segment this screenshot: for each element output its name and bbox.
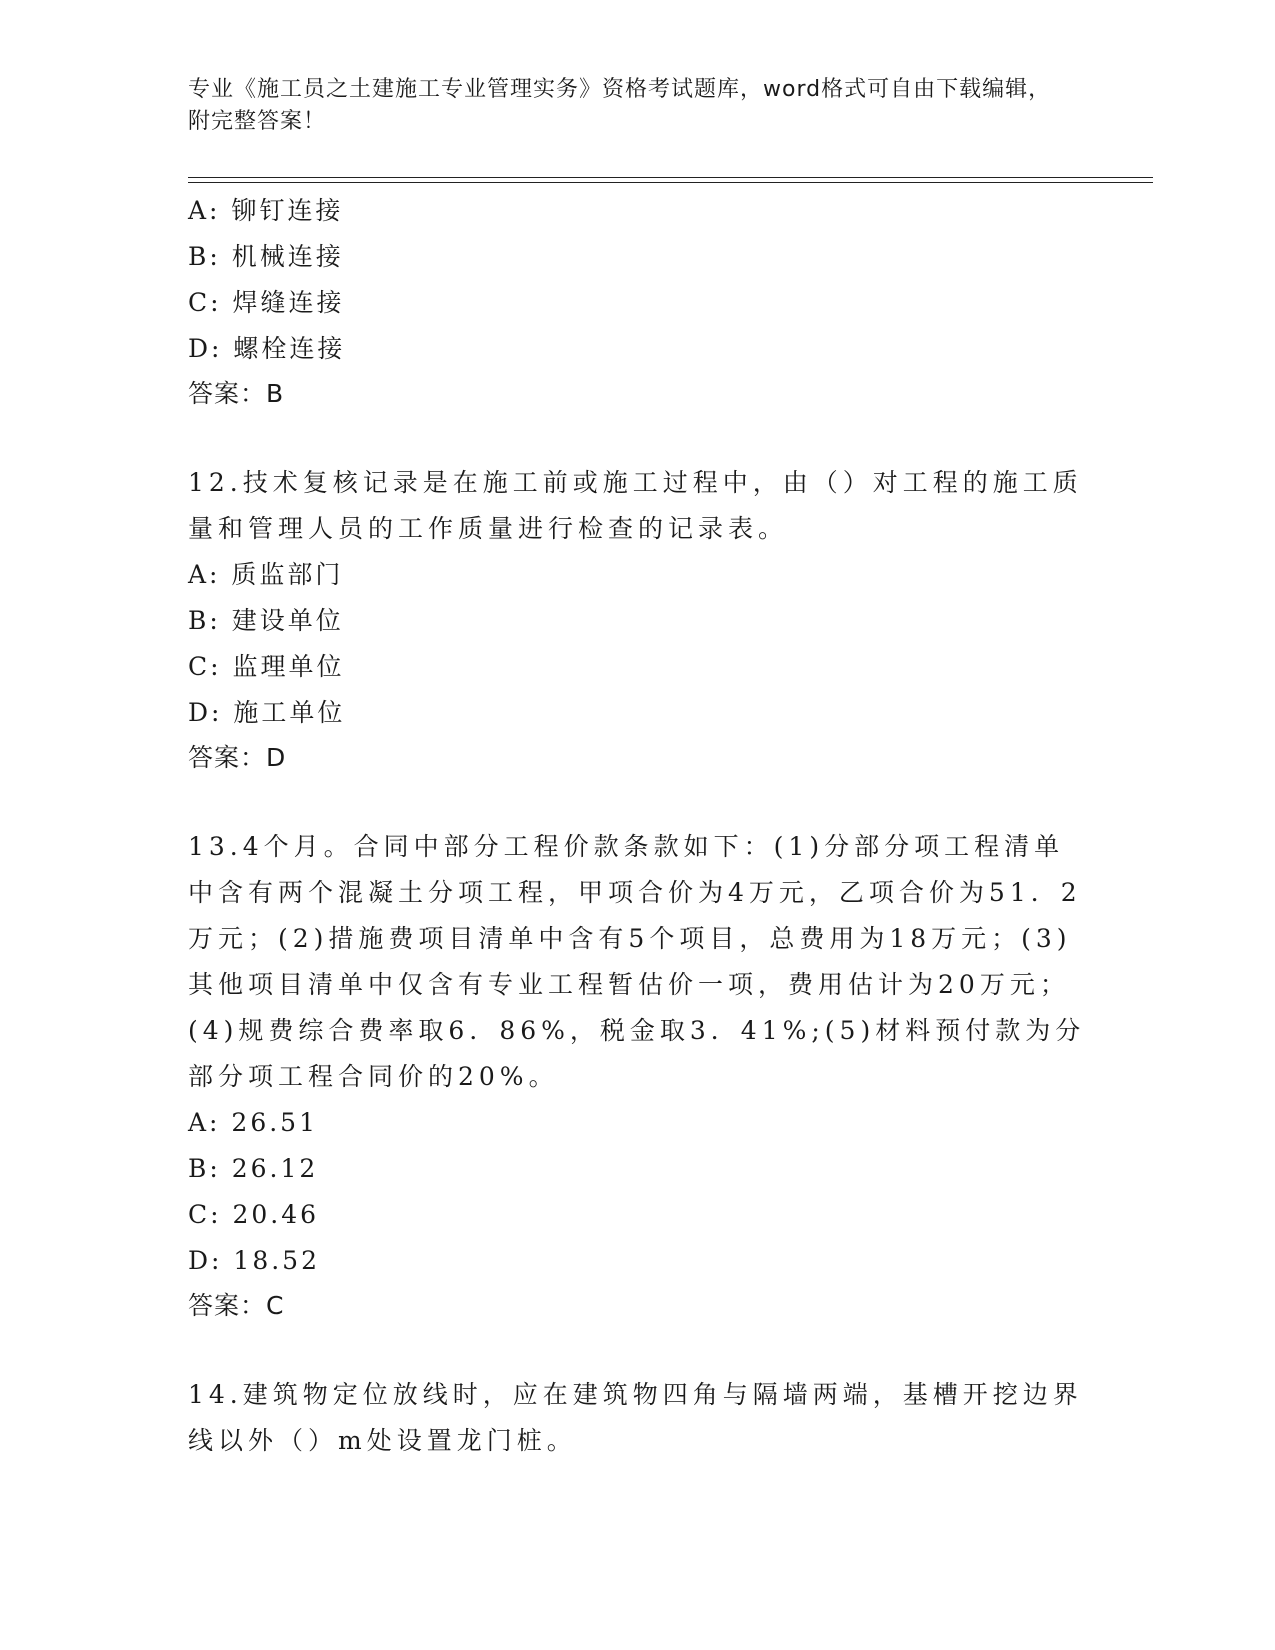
question-11-remainder [188, 188, 1088, 416]
option-b: B: 机械连接 [188, 242, 344, 271]
header-rule-bottom [188, 182, 1153, 183]
question-text: 13.4个月。合同中部分工程价款条款如下：(1)分部分项工程清单中含有两个混凝土分项工程，甲项合价为4万元，乙项合价为51．2万元；(2)措施费项目清单中含有5个项目，总费用为18万元；(3)其他项目清单中仅含有专业工程暂估价一项，费用估计为20万元；(4)规费综合费率取6．86%，税金取3．41%;(5)材料预付款为分部分项工程合同价的20%。 [188, 832, 1086, 1091]
option-d: D: 螺栓连接 [188, 334, 346, 363]
option-a: A: 铆钉连接 [188, 196, 344, 225]
option-b: B: 建设单位 [188, 606, 344, 635]
option-a: A: 质监部门 [188, 560, 344, 589]
spacer [188, 416, 1088, 460]
option-b: B: 26.12 [188, 1154, 319, 1183]
question-14 [188, 1372, 1088, 1464]
option-c: C: 20.46 [188, 1200, 320, 1229]
answer: 答案：B [188, 379, 285, 408]
header-rule-top [188, 177, 1153, 178]
question-13 [188, 824, 1088, 1328]
answer: 答案：D [188, 743, 287, 772]
question-text: 14.建筑物定位放线时，应在建筑物四角与隔墙两端，基槽开挖边界线以外（）m处设置龙门桩。 [188, 1380, 1083, 1455]
option-d: D: 施工单位 [188, 698, 346, 727]
question-text: 12.技术复核记录是在施工前或施工过程中，由（）对工程的施工质量和管理人员的工作质量进行检查的记录表。 [188, 468, 1083, 543]
document-header: 专业《施工员之土建施工专业管理实务》资格考试题库，word格式可自由下载编辑，附完整答案！ [188, 77, 1052, 134]
spacer [188, 1328, 1088, 1372]
answer: 答案：C [188, 1291, 285, 1320]
spacer [188, 780, 1088, 824]
option-c: C: 焊缝连接 [188, 288, 345, 317]
question-list [188, 188, 1088, 1464]
option-c: C: 监理单位 [188, 652, 345, 681]
option-d: D: 18.52 [188, 1246, 320, 1275]
question-12 [188, 460, 1088, 780]
option-a: A: 26.51 [188, 1108, 318, 1137]
